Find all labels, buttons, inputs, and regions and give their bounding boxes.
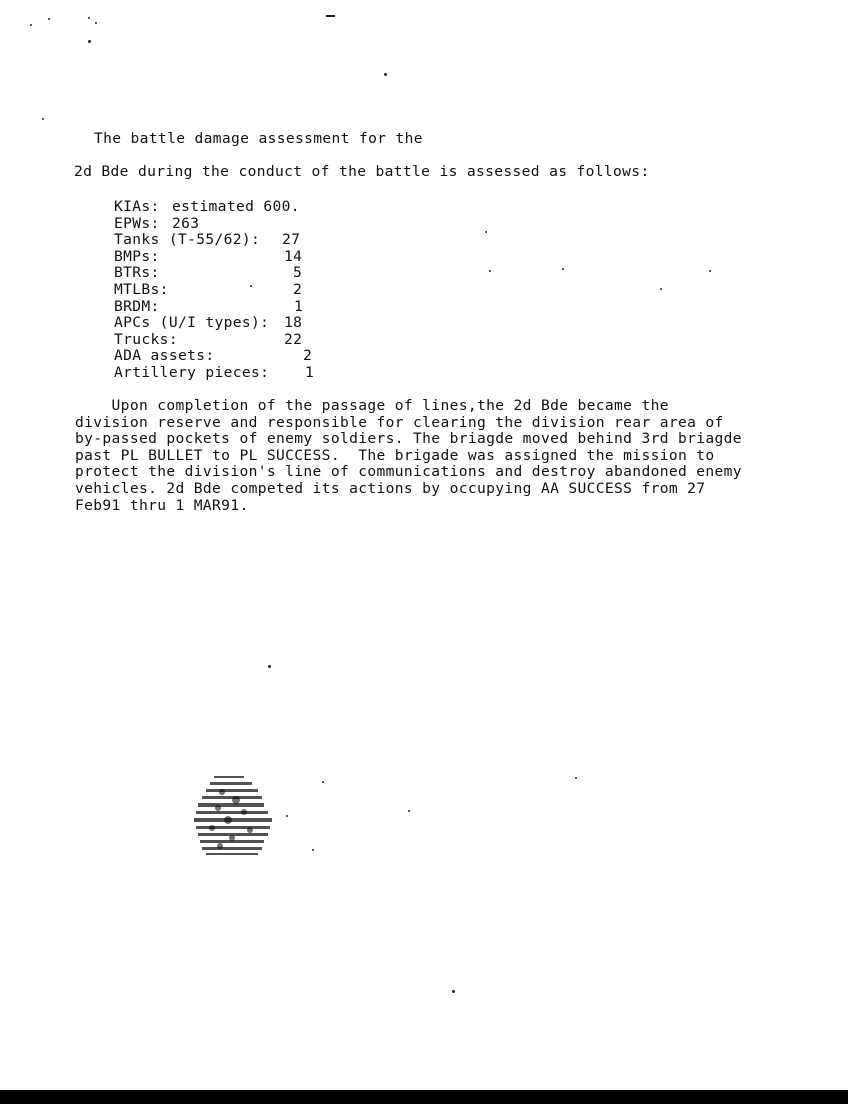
assessment-value: 2 <box>293 280 303 298</box>
scan-speck <box>452 990 455 993</box>
assessment-label: BTRs: <box>114 264 160 282</box>
assessment-value: 27 <box>282 231 301 249</box>
assessment-value: 18 <box>284 314 303 332</box>
scan-speck <box>562 268 564 270</box>
assessment-row-btrs <box>114 265 434 282</box>
paragraph-line: division reserve and responsible for clearing the division rear area of <box>75 413 724 431</box>
assessment-label: Trucks: <box>114 330 178 348</box>
assessment-subheading: 2d Bde during the conduct of the battle is assessed as follows: <box>74 163 650 180</box>
assessment-heading: The battle damage assessment for the <box>94 130 423 147</box>
paragraph-line: protect the division's line of communications and destroy abandoned enemy <box>75 463 742 481</box>
assessment-value: 22 <box>284 330 303 348</box>
scan-speck <box>326 15 335 17</box>
paragraph-line: by-passed pockets of enemy soldiers. The briagde moved behind 3rd briagde <box>75 430 742 448</box>
assessment-value: 1 <box>305 363 315 381</box>
assessment-row-brdm <box>114 299 434 316</box>
narrative-paragraph <box>75 398 815 514</box>
paragraph-line: Feb91 thru 1 MAR91. <box>75 496 249 514</box>
assessment-row-epws <box>114 216 434 233</box>
assessment-row-tanks <box>114 232 434 249</box>
assessment-row-apcs <box>114 315 434 332</box>
assessment-row-ada-assets <box>114 348 434 365</box>
assessment-label: BRDM: <box>114 297 160 315</box>
scan-speck <box>88 40 91 43</box>
assessment-row-trucks <box>114 332 434 349</box>
assessment-value: 5 <box>293 264 303 282</box>
assessment-label: ADA assets: <box>114 347 215 365</box>
paragraph-line: Upon completion of the passage of lines,the 2d Bde became the <box>75 397 669 414</box>
assessment-label: APCs (U/I types): <box>114 314 270 332</box>
assessment-value: 1 <box>294 297 304 315</box>
scan-speck <box>384 73 387 76</box>
scan-speck <box>489 270 491 272</box>
assessment-row-mtlbs <box>114 282 434 299</box>
assessment-row-kias <box>114 199 434 216</box>
scan-speck <box>709 270 711 272</box>
scan-speck <box>286 815 288 817</box>
damage-assessment-list <box>114 199 434 382</box>
scan-speck <box>322 781 324 783</box>
scan-speck <box>95 22 97 24</box>
paragraph-line: past PL BULLET to PL SUCCESS. The brigade was assigned the mission to <box>75 446 715 464</box>
scan-speck <box>42 118 44 120</box>
assessment-label: BMPs: <box>114 247 160 265</box>
scan-speck <box>408 810 410 812</box>
paragraph-line: vehicles. 2d Bde competed its actions by occupying AA SUCCESS from 27 <box>75 479 706 497</box>
assessment-value: 263 <box>172 214 200 232</box>
scan-speck <box>312 849 314 851</box>
scan-speck <box>575 777 577 779</box>
scan-speck <box>268 665 271 668</box>
illegible-stamp-mark <box>192 772 282 858</box>
assessment-row-bmps <box>114 249 434 266</box>
assessment-label: Tanks (T-55/62): <box>114 231 261 249</box>
scan-speck <box>88 17 90 19</box>
assessment-value: estimated 600. <box>172 198 300 215</box>
assessment-value: 14 <box>284 247 303 265</box>
assessment-value: 2 <box>303 347 313 365</box>
scan-speck <box>660 288 662 290</box>
scan-speck <box>30 24 32 26</box>
scan-border <box>0 1090 848 1104</box>
assessment-label: MTLBs: <box>114 280 169 298</box>
scan-speck <box>485 231 487 233</box>
assessment-label: Artillery pieces: <box>114 363 270 381</box>
scan-speck <box>48 18 50 20</box>
assessment-label: KIAs: <box>114 198 160 215</box>
assessment-label: EPWs: <box>114 214 160 232</box>
assessment-row-artillery <box>114 365 434 382</box>
